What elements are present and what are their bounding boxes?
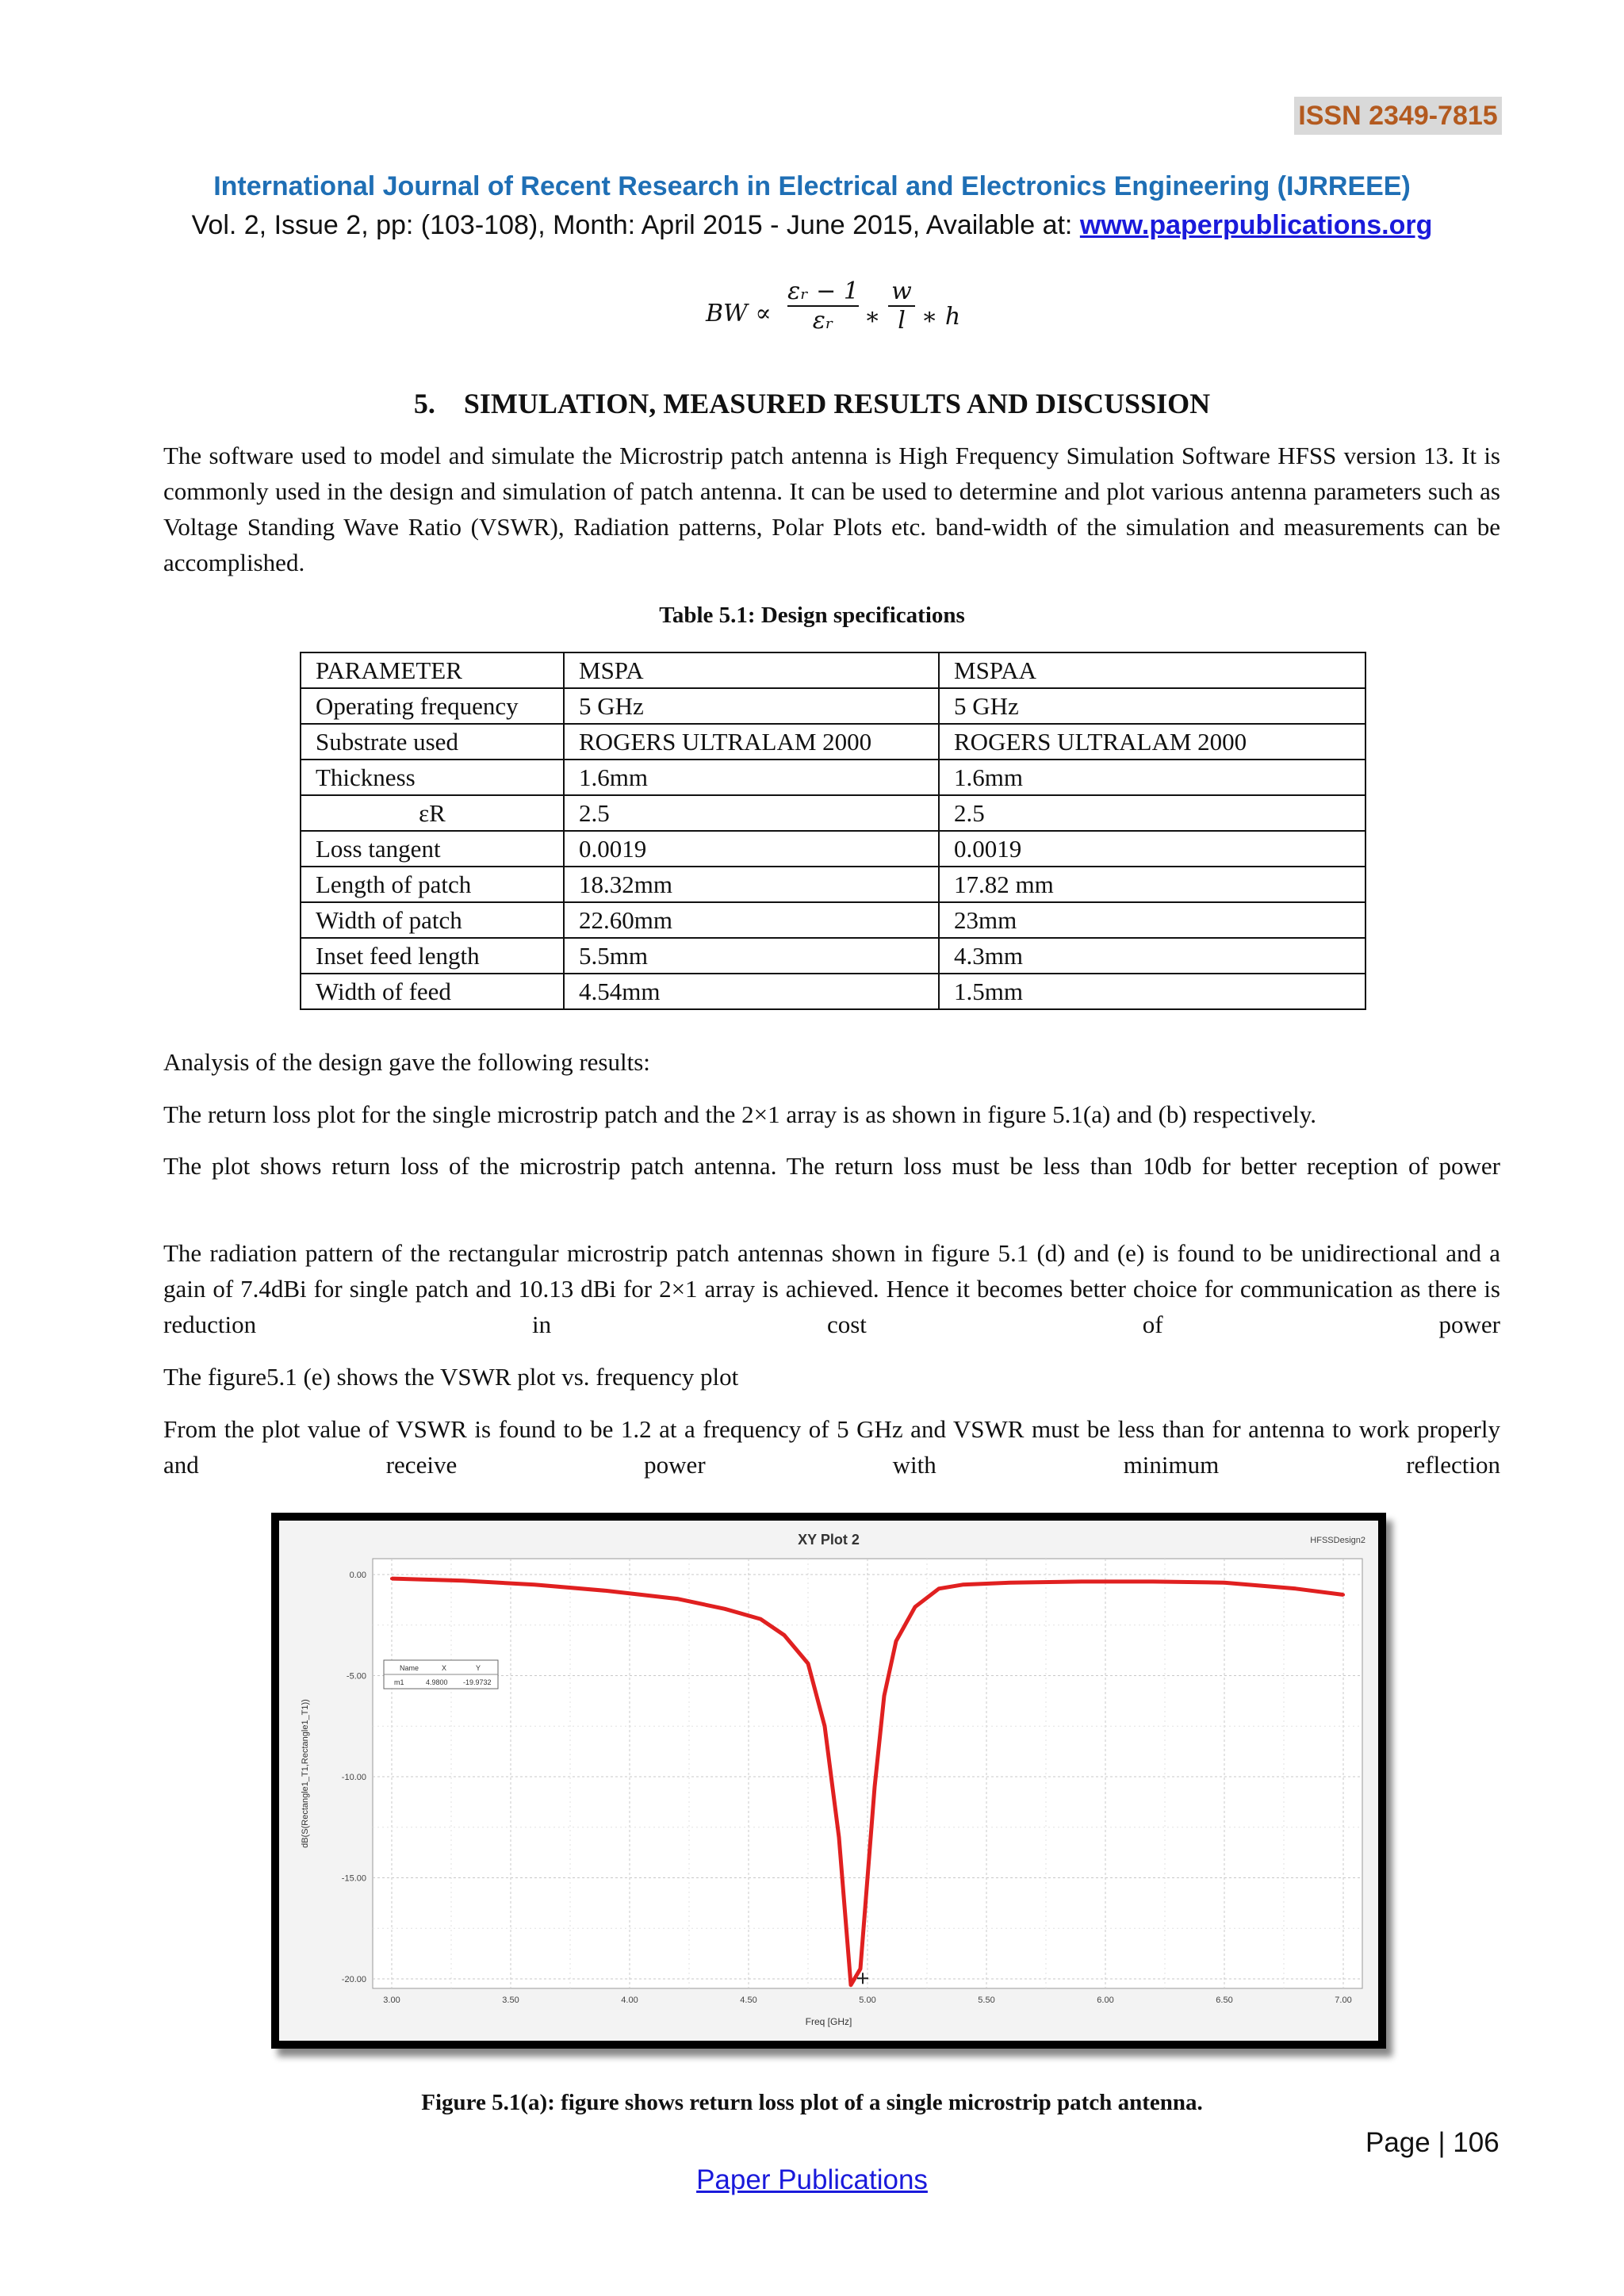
table-cell: 18.32mm [564,867,939,902]
section-intro-paragraph: The software used to model and simulate the Microstrip patch antenna is High Frequency Simulation Software HFSS version 13. It is commonly used in the design and simulation of patch antenna. It can be used to determine and plot various antenna parameters such as Voltage Standing Wave Ratio (VSWR), Radiation patterns, Polar Plots etc. band-width of the simulation and measurements can be accomplished. [163,442,1500,576]
table-cell: 17.82 mm [939,867,1365,902]
series-point [849,1984,852,1987]
y-tick-label: -15.00 [341,1873,366,1884]
series-point [1342,1594,1345,1597]
series-point [1009,1581,1012,1584]
journal-title: International Journal of Recent Research in Electrical and Electronics Engineering (IJRREEE) [213,171,1411,201]
table-cell: 1.6mm [564,760,939,795]
publisher-link[interactable]: Paper Publications [696,2164,928,2195]
series-point [1294,1587,1297,1590]
table-cell: Thickness [301,760,564,795]
series-point [1223,1581,1226,1584]
series-point [462,1579,465,1582]
formula-fraction-dimensions [888,277,915,335]
table-row [301,688,1365,724]
page-number: Page | 106 [1365,2127,1500,2158]
series-point [1151,1580,1155,1583]
formula-denominator: l [888,305,915,335]
table-cell: Loss tangent [301,831,564,867]
table-cell: 22.60mm [564,902,939,938]
table-cell: Operating frequency [301,688,564,724]
analysis-paragraph: Analysis of the design gave the following results: [163,1048,650,1076]
issn-badge: ISSN 2349-7815 [1294,97,1502,135]
x-tick-label: 4.50 [740,1996,757,2005]
table-cell: 0.0019 [939,831,1365,867]
table-row [301,867,1365,902]
table-cell: ROGERS ULTRALAM 2000 [939,724,1365,760]
table-cell: 4.3mm [939,938,1365,974]
legend-marker-name: m1 [394,1678,404,1686]
table-cell: 1.5mm [939,974,1365,1009]
table-cell: 23mm [939,902,1365,938]
series-point [866,1877,869,1880]
series-point [723,1607,726,1610]
table-cell: 2.5 [564,795,939,831]
x-tick-label: 5.00 [859,1996,876,2005]
table-row [301,760,1365,795]
y-axis-label: dB(S(Rectangle1_T1,Rectangle1_T1)) [301,1699,310,1848]
y-tick-label: 0.00 [349,1571,366,1580]
table-cell: 1.6mm [939,760,1365,795]
journal-website-link[interactable]: www.paperpublications.org [1079,210,1433,240]
x-tick-label: 4.00 [621,1996,638,2005]
table-caption: Table 5.1: Design specifications [659,603,965,628]
analysis-paragraph: The radiation pattern of the rectangular microstrip patch antennas shown in figure 5.1 (d) and (e) is found to be unidirectional and a gain of 7.4dBi for single patch and 10.13 dBi for 2×1 array is achieved. Hence it becomes better choice for communication as there is reduction in cost of power [163,1239,1500,1338]
legend-header-name: Name [400,1664,419,1672]
x-tick-label: 3.50 [502,1996,519,2005]
table-row [301,795,1365,831]
chart-legend [384,1660,498,1689]
table-cell: 5 GHz [939,688,1365,724]
table-cell: 5 GHz [564,688,939,724]
chart-title: XY Plot 2 [798,1532,860,1548]
formula-numerator: w [891,277,912,305]
x-tick-label: 5.50 [978,1996,995,2005]
series-point [676,1598,679,1601]
legend-marker-x: 4.9800 [426,1678,448,1686]
series-point [390,1577,393,1580]
series-point [937,1587,940,1590]
formula-fraction-permittivity [787,277,859,335]
legend-header-y: Y [476,1664,481,1672]
table-row [301,938,1365,974]
table-cell: 0.0019 [564,831,939,867]
legend-marker-y: -19.9732 [463,1678,492,1686]
series-point [783,1634,786,1637]
x-tick-label: 3.00 [383,1996,400,2005]
table-cell: Inset feed length [301,938,564,974]
legend-header-x: X [442,1664,447,1672]
x-tick-label: 6.50 [1216,1996,1233,2005]
figure-caption: Figure 5.1(a): figure shows return loss plot of a single microstrip patch antenna. [421,2090,1203,2115]
table-row [301,724,1365,760]
table-cell: ROGERS ULTRALAM 2000 [564,724,939,760]
table-cell: Width of patch [301,902,564,938]
table-cell: εR [301,795,564,831]
figure-frame [271,1513,1386,2049]
table-cell: Width of feed [301,974,564,1009]
table-cell: 5.5mm [564,938,939,974]
series-point [859,1967,862,1970]
formula-denominator: εᵣ [787,305,859,335]
bandwidth-formula [706,276,975,355]
x-tick-label: 7.00 [1335,1996,1352,2005]
y-tick-label: -20.00 [341,1975,366,1984]
series-point [604,1589,607,1592]
series-point [961,1583,964,1586]
table-row [301,974,1365,1009]
analysis-paragraph: The return loss plot for the single microstrip patch and the 2×1 array is as shown in figure 5.1(a) and (b) respectively. [163,1100,1316,1128]
table-cell: MSPAA [939,652,1365,688]
figure-image-area [279,1521,1378,2041]
formula-numerator: εᵣ − 1 [787,277,859,305]
volume-text: Vol. 2, Issue 2, pp: (103-108), Month: April 2015 - June 2015, Available at: [191,210,1073,240]
table-header-row [301,652,1365,688]
table-cell: 2.5 [939,795,1365,831]
formula-operator: ∗ [864,303,881,331]
table-cell: Length of patch [301,867,564,902]
analysis-paragraph: The plot shows return loss of the microstrip patch antenna. The return loss must be less than 10db for better reception of power [163,1152,1500,1180]
series-point [894,1640,898,1643]
formula-operator-h: ∗ h [921,303,961,331]
series-point [873,1785,876,1789]
series-point [1080,1580,1083,1583]
table-cell: Substrate used [301,724,564,760]
y-tick-label: -10.00 [341,1773,366,1782]
x-axis-label: Freq [GHz] [805,2016,852,2027]
return-loss-chart [279,1521,1378,2041]
series-point [914,1605,917,1609]
series-point [533,1583,536,1586]
table-cell: MSPA [564,652,939,688]
table-row [301,831,1365,867]
y-tick-label: -5.00 [346,1671,366,1682]
chart-corner-label: HFSSDesign2 [1310,1536,1365,1545]
formula-lhs: BW ∝ [706,300,772,327]
section-heading: 5. SIMULATION, MEASURED RESULTS AND DISCUSSION [413,388,1211,419]
analysis-paragraph: The figure5.1 (e) shows the VSWR plot vs. frequency plot [163,1363,739,1391]
table-cell: PARAMETER [301,652,564,688]
x-tick-label: 6.00 [1097,1996,1114,2005]
table-cell: 4.54mm [564,974,939,1009]
table-row [301,902,1365,938]
series-point [823,1724,826,1728]
series-point [837,1836,841,1839]
analysis-paragraph: From the plot value of VSWR is found to be 1.2 at a frequency of 5 GHz and VSWR must be less than for antenna to work properly and receive power with minimum reflection [163,1415,1500,1479]
series-point [883,1694,886,1697]
volume-line [0,210,1624,241]
series-point [806,1662,810,1665]
design-spec-table [300,652,1366,1010]
series-point [759,1617,762,1621]
